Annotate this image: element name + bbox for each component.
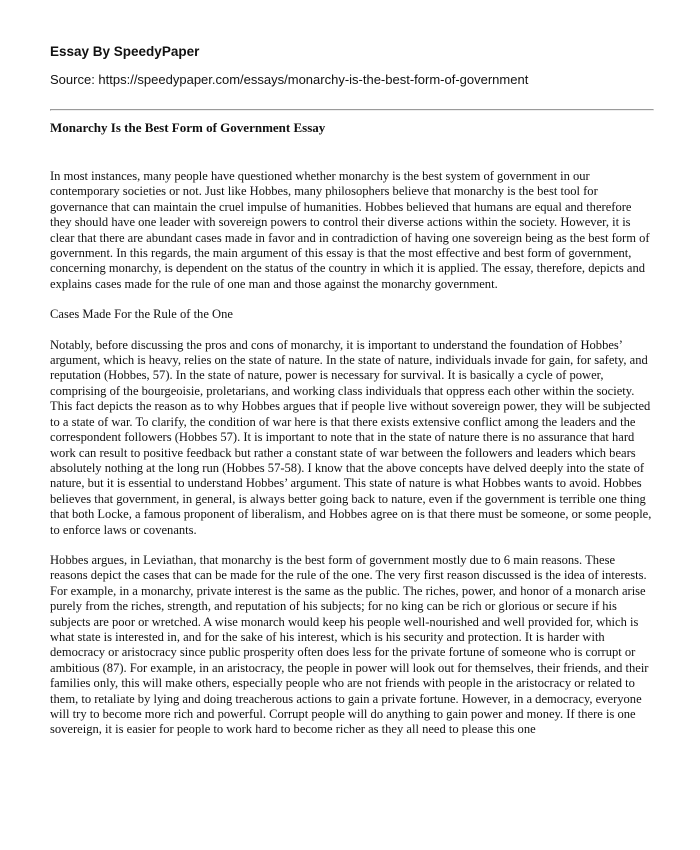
essay-body — [50, 169, 655, 753]
paragraph-intro: In most instances, many people have questioned whether monarchy is the best system of government in our contemporary societies or not. Just like Hobbes, many philosophers believe that monarchy is the best tool for governance that can maintain the cruel impulse of humanities. Hobbes believed that humans are equal and therefore they should have one leader with sovereign powers to control their diverse actions within the society. However, it is clear that there are abundant cases made in favor and in contradiction of having one sovereign being as the best form of government. In this regards, the main argument of this essay is that the most effective and best form of government, concerning monarchy, is dependent on the status of the country in which it is applied. The essay, therefore, depicts and explains cases made for the rule of one man and those against the monarchy government. — [50, 169, 650, 291]
section-heading: Cases Made For the Rule of the One — [50, 307, 233, 322]
paragraph-state-of-nature: Notably, before discussing the pros and cons of monarchy, it is important to understand the foundation of Hobbes’ argument, which is heavy, relies on the state of nature. In the state of nature, individuals invade for gain, for safety, and reputation (Hobbes, 57). In the state of nature, power is necessary for survival. It is basically a cycle of power, comprising of the bourgeoisie, proletarians, and working class individuals that oppress each other within the society. This fact depicts the reason as to why Hobbes argues that if people live without sovereign power, they will be subjected to a state of war. To clarify, the condition of war here is that there exists extensive conflict among the leaders and the correspondent followers (Hobbes 57). It is important to note that in the state of nature there is no assurance that hard work can result to positive feedback but rather a constant state of war between the followers and leaders which bears absolutely nothing at the long run (Hobbes 57-58). I know that the above concepts have delved deeply into the state of nature, but it is essential to understand Hobbes’ argument. This state of nature is what Hobbes wants to avoid. Hobbes believes that government, in general, is always better going back to nature, even if the government is terrible one thing that both Locke, a famous proponent of liberalism, and Hobbes agree on is that there must be someone, or some people, to enforce laws or covenants. — [50, 337, 652, 537]
paragraph-leviathan: Hobbes argues, in Leviathan, that monarchy is the best form of government mostly due to 6 main reasons. These reasons depict the cases that can be made for the rule of the one. The very first reason discussed is the idea of interests. For example, in a monarchy, private interest is the same as the public. The riches, power, and honor of a monarch arise purely from the riches, strength, and reputation of his subjects; for no king can be rich or glorious or secure if his subjects are poor or wretched. A wise monarch would keep his people well-nourished and well provided for, which is what state is interested in, and for the sake of his interest, which is his security and protection. It is harder with democracy or aristocracy since public prosperity often does less for the private fortune of someone who is corrupt or ambitious (87). For example, in an aristocracy, the people in power will look out for themselves, their friends, and their families only, this will make others, especially people who are not friends with people in the aristocracy or related to them, to retaliate by lying and doing treacherous actions to gain a private fortune. However, in a democracy, everyone will try to become more rich and powerful. Corrupt people will do anything to gain power and money. If there is one sovereign, it is easier for people to work hard to become richer as they all need to please this one — [50, 552, 649, 737]
site-title: Essay By SpeedyPaper — [50, 44, 200, 59]
source-line: Source: https://speedypaper.com/essays/monarchy-is-the-best-form-of-government — [50, 72, 529, 87]
essay-title: Monarchy Is the Best Form of Government Essay — [50, 120, 326, 135]
header-divider — [50, 109, 654, 111]
